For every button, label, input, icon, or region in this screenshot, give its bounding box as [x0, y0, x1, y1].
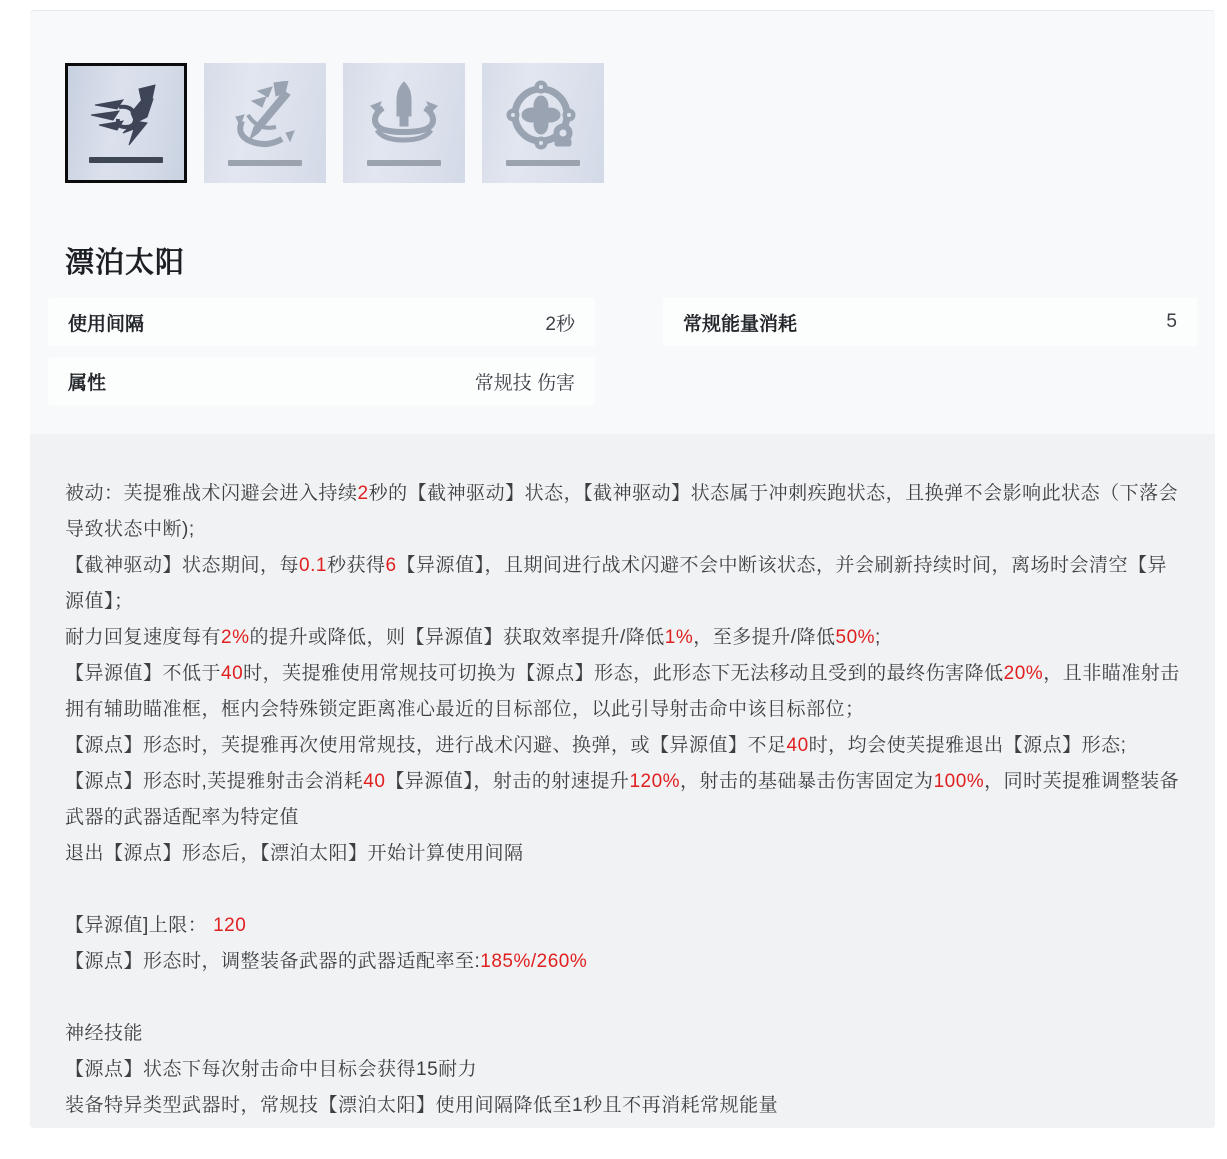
- description-text: ，且非瞄准射击拥有辅助瞄准框，框内会特殊锁定距离准心最近的目标部位，以此引导射击命中该目标部位；: [65, 663, 1180, 720]
- tab-underline: [367, 160, 441, 166]
- stat-row-attribute: [48, 357, 595, 405]
- stat-label: 常规能量消耗: [683, 313, 798, 335]
- drill-skill-icon: [228, 81, 302, 151]
- highlighted-value: 100%: [933, 771, 985, 792]
- skill-tab-bar: [65, 63, 604, 183]
- highlighted-value: 6: [385, 555, 397, 576]
- description-line: [65, 764, 1180, 836]
- description-text: 【源点】状态下每次射击命中目标会获得15耐力: [65, 1059, 478, 1080]
- description-text: 【源点】形态时，芙提雅再次使用常规技，进行战术闪避、换弹，或【异源值】不足: [65, 735, 787, 756]
- highlighted-value: 20%: [1003, 663, 1044, 684]
- description-text: ，同时芙提雅调整装备武器的武器适配率为特定值: [65, 771, 1180, 828]
- description-text: 的提升或降低，则【异源值】获取效率提升/降低: [249, 627, 665, 648]
- description-text: 【异源值]上限：: [65, 915, 214, 936]
- highlighted-value: 120: [213, 915, 247, 936]
- stat-value: 2秒: [545, 313, 575, 335]
- description-text: 退出【源点】形态后，【漂泊太阳】开始计算使用间隔: [65, 843, 524, 864]
- description-line: [65, 1088, 1180, 1124]
- skill-stats: [48, 298, 1197, 405]
- tab-dash-skill[interactable]: [65, 63, 187, 183]
- description-text: 【异源值】，且期间进行战术闪避不会中断该状态，并会刷新持续时间，离场时会清空【异源值】；: [65, 555, 1168, 612]
- stat-value: 5: [1166, 311, 1177, 332]
- description-line: [65, 620, 1180, 656]
- stat-row-energy-cost: [663, 298, 1197, 346]
- description-text: 时，芙提雅使用常规技可切换为【源点】形态，此形态下无法移动且受到的最终伤害降低: [243, 663, 1004, 684]
- description-line: [65, 1052, 1180, 1088]
- description-line: [65, 656, 1180, 728]
- description-line: [65, 944, 1180, 980]
- description-text: ;: [875, 627, 881, 648]
- description-text: 被动：芙提雅战术闪避会进入持续: [65, 483, 358, 504]
- description-text: 耐力回复速度每有: [65, 627, 222, 648]
- dash-skill-icon: [89, 83, 163, 149]
- highlighted-value: 1%: [664, 627, 694, 648]
- skill-title: 漂泊太阳: [65, 247, 186, 280]
- highlighted-value: 120%: [629, 771, 681, 792]
- description-text: 【源点】形态时，调整装备武器的武器适配率至:: [65, 951, 481, 972]
- highlighted-value: 2: [357, 483, 369, 504]
- description-text: 装备特异类型武器时，常规技【漂泊太阳】使用间隔降低至1秒且不再消耗常规能量: [65, 1095, 779, 1116]
- stat-row-cooldown: [48, 298, 595, 346]
- description-text: ，至多提升/降低: [693, 627, 836, 648]
- stat-label: 使用间隔: [68, 313, 145, 335]
- description-line: [65, 908, 1180, 944]
- description-text: 【异源值】，射击的射速提升: [385, 771, 630, 792]
- description-text: 神经技能: [65, 1023, 144, 1044]
- highlighted-value: 50%: [835, 627, 876, 648]
- tab-ultimate-skill[interactable]: [482, 63, 604, 183]
- tab-underline: [89, 157, 163, 163]
- tab-underline: [228, 160, 302, 166]
- tab-field-skill[interactable]: [343, 63, 465, 183]
- tab-drill-skill[interactable]: [204, 63, 326, 183]
- description-line: [65, 548, 1180, 620]
- highlighted-value: 40: [363, 771, 386, 792]
- highlighted-value: 40: [786, 735, 809, 756]
- tab-underline: [506, 160, 580, 166]
- description-text: 【异源值】不低于: [65, 663, 222, 684]
- description-line: [65, 872, 1180, 908]
- description-text: 秒的【截神驱动】状态，【截神驱动】状态属于冲刺疾跑状态，且换弹不会影响此状态（下落会导致状态中断);: [65, 483, 1179, 540]
- description-line: [65, 476, 1180, 548]
- stat-value: 常规技 伤害: [474, 372, 575, 394]
- description-text: 秒获得: [326, 555, 386, 576]
- description-line: [65, 980, 1180, 1016]
- description-line: [65, 728, 1180, 764]
- description-text: 时，均会使芙提雅退出【源点】形态;: [808, 735, 1127, 756]
- skill-detail-card: [30, 10, 1215, 1128]
- ultimate-skill-icon: [505, 79, 581, 153]
- description-text: ，射击的基础暴击伤害固定为: [680, 771, 934, 792]
- highlighted-value: 40: [221, 663, 244, 684]
- skill-description: [30, 434, 1215, 1128]
- description-text: 【源点】形态时,芙提雅射击会消耗: [65, 771, 364, 792]
- description-line: [65, 836, 1180, 872]
- highlighted-value: 0.1: [299, 555, 327, 576]
- field-skill-icon: [365, 80, 443, 152]
- description-line: [65, 1016, 1180, 1052]
- highlighted-value: 185%/260%: [480, 951, 588, 972]
- highlighted-value: 2%: [221, 627, 250, 648]
- stat-label: 属性: [68, 372, 107, 394]
- description-text: 【截神驱动】状态期间，每: [65, 555, 300, 576]
